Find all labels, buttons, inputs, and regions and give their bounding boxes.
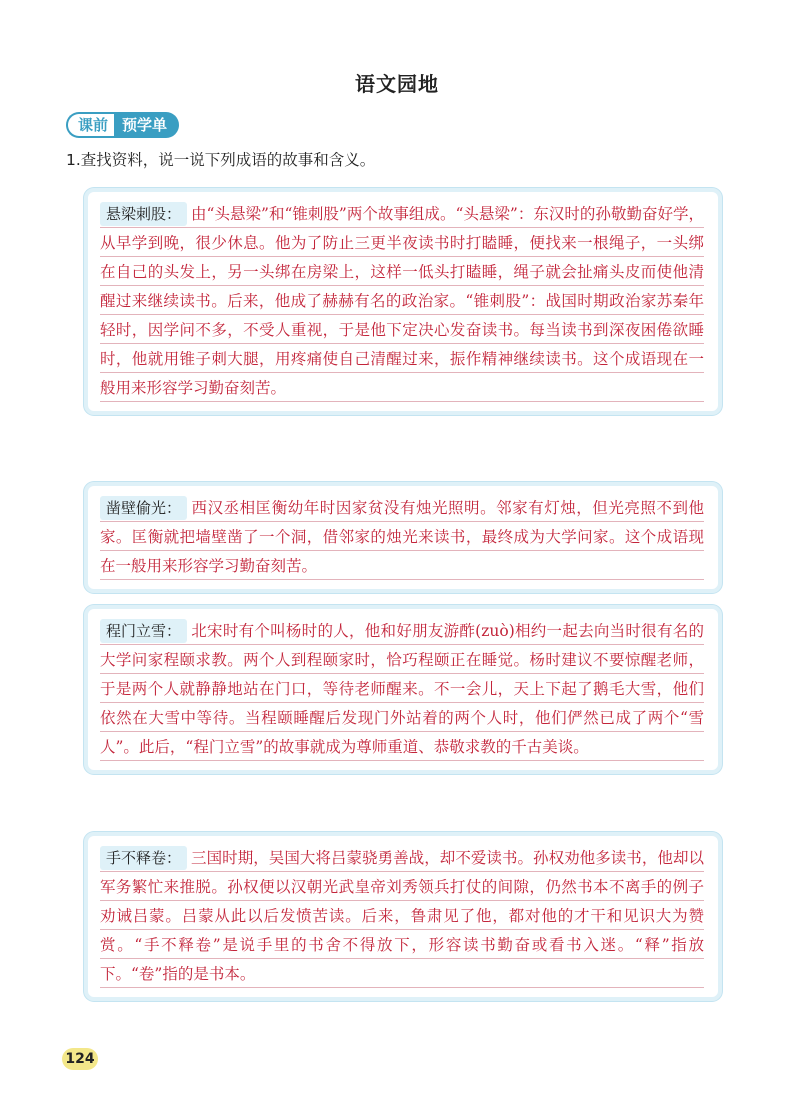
idiom-term: 程门立雪： [100, 619, 187, 643]
idiom-answer [100, 617, 704, 762]
idiom-explanation: 三国时期，吴国大将吕蒙骁勇善战，却不爱读书。孙权劝他多读书，他却以军务繁忙来推脱。孙权便以汉朝光武皇帝刘秀领兵打仗的间隙，仍然书本不离手的例子劝诫吕蒙。吕蒙从此以后发愤苦读。后来，鲁肃见了他，都对他的才干和见识大为赞赏。“手不释卷”是说手里的书舍不得放下，形容读书勤奋或看书入迷。“释”指放下。“卷”指的是书本。 [100, 849, 704, 983]
idiom-explanation: 由“头悬梁”和“锥刺股”两个故事组成。“头悬梁”：东汉时的孙敬勤奋好学，从早学到晚，很少休息。他为了防止三更半夜读书时打瞌睡，便找来一根绳子，一头绑在自己的头发上，另一头绑在房梁上，这样一低头打瞌睡，绳子就会扯痛头皮而使他清醒过来继续读书。后来，他成了赫赫有名的政治家。“锥刺股”：战国时期政治家苏秦年轻时，因学问不多，不受人重视，于是他下定决心发奋读书。每当读书到深夜困倦欲睡时，他就用锥子刺大腿，用疼痛使自己清醒过来，振作精神继续读书。这个成语现在一般用来形容学习勤奋刻苦。 [100, 205, 704, 397]
idiom-term: 手不释卷： [100, 846, 187, 870]
idiom-explanation: 西汉丞相匡衡幼年时因家贫没有烛光照明。邻家有灯烛，但光亮照不到他家。匡衡就把墙壁凿了一个洞，借邻家的烛光来读书，最终成为大学问家。这个成语现在一般用来形容学习勤奋刻苦。 [100, 499, 704, 575]
section-tag [66, 113, 179, 137]
section-tag-left: 课前 [66, 112, 114, 138]
idiom-card-shoubushijuan [84, 832, 722, 1001]
idiom-answer [100, 844, 704, 989]
section-tag-right: 预学单 [114, 112, 179, 138]
idiom-card-xuanliangcigu [84, 188, 722, 415]
idiom-card-chengmenlixue [84, 605, 722, 774]
page-title: 语文园地 [355, 72, 439, 96]
idiom-card-zaobitouguang [84, 482, 722, 593]
idiom-answer [100, 200, 704, 403]
page-number: 124 [62, 1048, 98, 1070]
idiom-answer [100, 494, 704, 581]
idiom-explanation: 北宋时有个叫杨时的人，他和好朋友游酢(zuò)相约一起去向当时很有名的大学问家程颐求教。两个人到程颐家时，恰巧程颐正在睡觉。杨时建议不要惊醒老师，于是两个人就静静地站在门口，等待老师醒来。不一会儿，天上下起了鹅毛大雪，他们依然在大雪中等待。当程颐睡醒后发现门外站着的两个人时，他们俨然已成了两个“雪人”。此后，“程门立雪”的故事就成为尊师重道、恭敬求教的千古美谈。 [100, 622, 704, 756]
idiom-term: 悬梁刺股： [100, 202, 187, 226]
question-text: 1.查找资料，说一说下列成语的故事和含义。 [66, 151, 376, 169]
idiom-term: 凿壁偷光： [100, 496, 187, 520]
